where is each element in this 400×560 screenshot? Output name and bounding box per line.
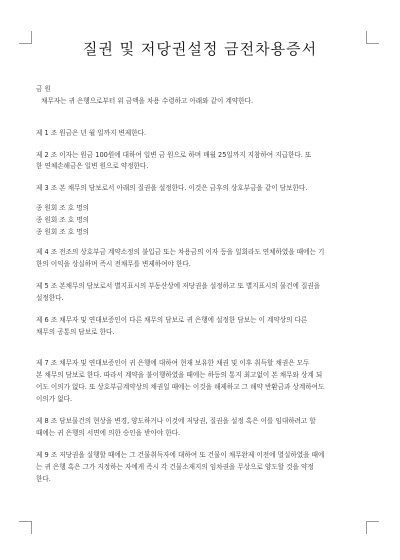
- article-7-line-1: 제 7 조 채무자 및 연대보증인이 귀 은행에 대하여 현재 보유한 채권 및 이후 취득할 채권은 모두: [36, 359, 310, 367]
- article-6-line-1: 제 6 조 채무자 및 연대보증인이 다른 채무의 담보로 귀 은행에 설정한 담보는 이 계약상의 다른: [36, 316, 308, 324]
- article-2-line-2: 한 연체손해금은 일변 원으로 약정한다.: [36, 162, 149, 170]
- article-7-line-4: 이의가 없다.: [36, 395, 73, 403]
- article-8-line-2: 때에는 귀 은행의 서면에 의한 승인을 받아야 한다.: [36, 429, 181, 437]
- crop-mark-bottom-right: [366, 521, 379, 534]
- article-5-line-2: 설정한다.: [36, 294, 64, 302]
- pledge-row-3: 종 원회 조 호 명의: [36, 228, 89, 236]
- article-2-line-1: 제 2 조 이자는 원금 100원에 대하여 일변 금 원으로 하며 매월 25일까지 지참하여 지급한다. 또: [36, 151, 312, 159]
- article-9-line-3: 한다.: [36, 475, 51, 483]
- article-5-line-1: 제 5 조 본채무의 담보로서 별지표시의 부동산상에 저당권을 설정하고 또 별지표시의 물건에 질권을: [36, 282, 321, 290]
- article-6-line-2: 채무의 공통의 담보로 한다.: [36, 328, 115, 336]
- pledge-row-1: 종 원회 조 호 명의: [36, 204, 89, 212]
- amount-line: 금 원: [36, 85, 51, 93]
- intro-line: 채무자는 귀 은행으로부터 위 금액을 차용 수령하고 아래와 같이 계약한다.: [41, 97, 254, 105]
- article-9-line-2: 는 귀 은행 혹은 그가 지정하는 자에게 즉시 각 건물소재지의 임차권을 무상으로 양도할 것을 약정: [36, 463, 314, 471]
- article-9-line-1: 제 9 조 저당권을 실행할 때에는 그 건물취득자에 대하여 또 건물이 채무완제 이전에 멸실하였을 때에: [36, 451, 325, 459]
- crop-mark-bottom-left: [19, 521, 32, 534]
- article-4-line-1: 제 4 조 전조의 상호부금 계약소정의 불입금 또는 차용금의 이자 등을 일회라도 연체하였을 때에는 기: [36, 248, 325, 256]
- pledge-row-2: 종 원회 조 호 명의: [36, 216, 89, 224]
- article-7-line-2: 본 채무의 담보로 한다. 따라서 계약을 불이행하였을 때에는 하등의 통지 최고없이 본 채무와 상계 되: [36, 371, 323, 379]
- article-7-line-3: 어도 이의가 없다. 또 상호부금계약상의 채권일 때에는 이것을 해제하고 그 해약 반환금과 상계하여도: [36, 383, 325, 391]
- article-1: 제 1 조 원금은 년 월 일까지 변제한다.: [36, 129, 147, 137]
- article-8-line-1: 제 8 조 담보물건의 현상을 변경, 양도하거나 이것에 저당권, 질권을 설정 혹은 이를 임대하려고 할: [36, 417, 316, 425]
- article-3: 제 3 조 본 채무의 담보로서 아래의 질권을 설정한다. 이것은 금후의 상호부금을 같이 담보한다.: [36, 184, 308, 192]
- document-title: 질권 및 저당권설정 금전차용증서: [82, 40, 318, 58]
- article-4-line-2: 한의 이익을 상실하며 즉시 전채무를 변제하여야 한다.: [36, 260, 191, 268]
